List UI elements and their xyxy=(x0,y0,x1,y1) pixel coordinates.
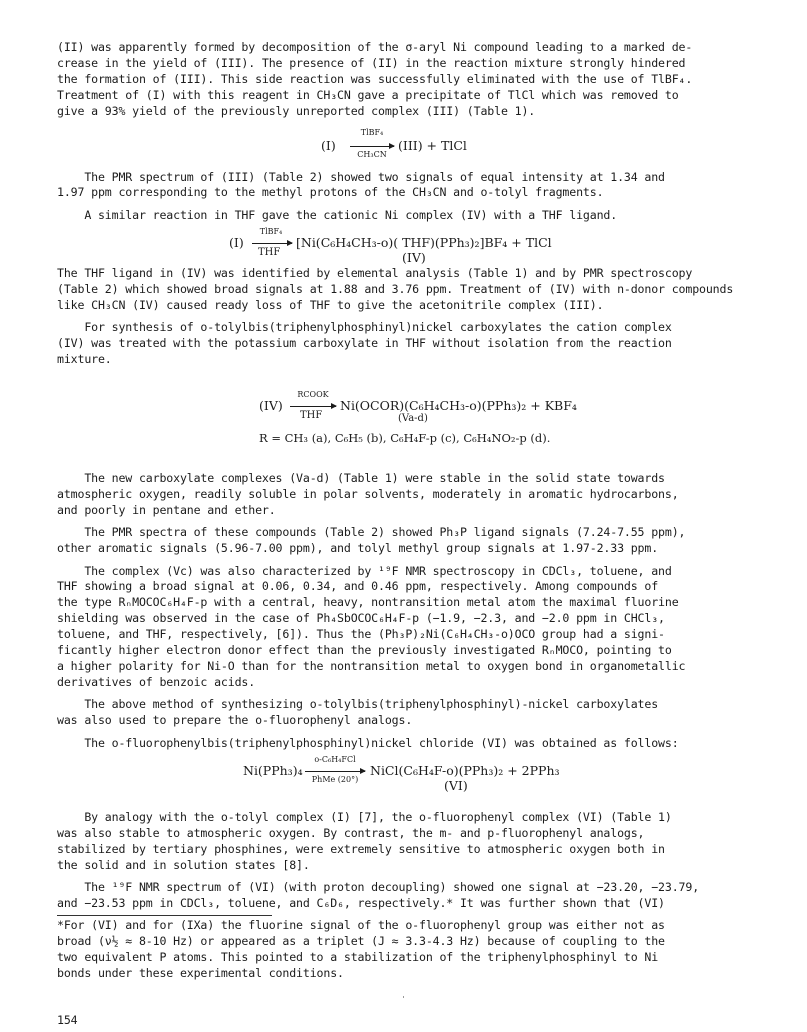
text-line: A similar reaction in THF gave the cationic Ni complex (IV) with a THF ligand. xyxy=(57,208,618,222)
text-line: mixture. xyxy=(57,352,112,366)
equation-4-products: NiCl(C₆H₄F-o)(PPh₃)₂ + 2PPh₃ xyxy=(370,763,560,778)
text-line: and −23.53 ppm in CDCl₃, toluene, and C₆D₆, respectively.* It was further shown that (VI) xyxy=(57,896,665,910)
text-line: crease in the yield of (III). The presence of (II) in the reaction mixture strongly hindered xyxy=(57,56,686,70)
equation-2-label: (IV) xyxy=(402,250,426,265)
text-line: (II) was apparently formed by decomposition of the σ-aryl Ni compound leading to a marked de- xyxy=(57,40,693,54)
equation-1-arrow xyxy=(350,146,394,147)
text-line: The PMR spectrum of (III) (Table 2) showed two signals of equal intensity at 1.34 and xyxy=(57,170,665,184)
text-line: The complex (Vc) was also characterized by ¹⁹F NMR spectroscopy in CDCl₃, toluene, and xyxy=(57,564,672,578)
equation-4-reactant: Ni(PPh₃)₄ xyxy=(243,763,303,778)
text-line: was also used to prepare the o-fluorophenyl analogs. xyxy=(57,713,413,727)
text-line: stabilized by tertiary phosphines, were extremely sensitive to atmospheric oxygen both in xyxy=(57,842,665,856)
equation-3-label: (Va-d) xyxy=(398,413,428,424)
text-line: (Table 2) which showed broad signals at 1.88 and 3.76 ppm. Treatment of (IV) with n-donor compounds xyxy=(57,282,734,296)
text-line: 1.97 ppm corresponding to the methyl protons of the CH₃CN and o-tolyl fragments. xyxy=(57,185,604,199)
equation-2-solvent: THF xyxy=(258,247,281,258)
equation-3-substituents: R = CH₃ (a), C₆H₅ (b), C₆H₄F-p (c), C₆H₄NO₂-p (d). xyxy=(259,431,551,445)
equation-3-products: Ni(OCOR)(C₆H₄CH₃-o)(PPh₃)₂ + KBF₄ xyxy=(340,398,577,413)
text-line: (IV) was treated with the potassium carboxylate in THF without isolation from the reaction xyxy=(57,336,672,350)
scan-mark xyxy=(403,996,404,998)
footnote-line: two equivalent P atoms. This pointed to a stabilization of the triphenylphosphinyl to Ni xyxy=(57,950,659,964)
text-line: By analogy with the o-tolyl complex (I) [7], the o-fluorophenyl complex (VI) (Table 1) xyxy=(57,810,672,824)
text-line: toluene, and THF, respectively, [6]). Thus the (Ph₃P)₂Ni(C₆H₄CH₃-o)OCO group had a signi- xyxy=(57,627,665,641)
equation-1-products: (III) + TlCl xyxy=(398,138,467,153)
text-line: The above method of synthesizing o-tolylbis(triphenylphosphinyl)-nickel carboxylates xyxy=(57,697,659,711)
equation-1-reactant: (I) xyxy=(321,138,336,153)
text-line: like CH₃CN (IV) caused ready loss of THF to give the acetonitrile complex (III). xyxy=(57,298,604,312)
footnote-line: broad (ν½ ≈ 8-10 Hz) or appeared as a triplet (J ≈ 3.3-4.3 Hz) because of coupling to the xyxy=(57,934,665,948)
text-line: THF showing a broad signal at 0.06, 0.34, and 0.46 ppm, respectively. Among compounds of xyxy=(57,579,659,593)
text-line: and poorly in pentane and ether. xyxy=(57,503,276,517)
text-line: derivatives of benzoic acids. xyxy=(57,675,256,689)
text-line: Treatment of (I) with this reagent in CH₃CN gave a precipitate of TlCl which was removed to xyxy=(57,88,679,102)
text-line: The o-fluorophenylbis(triphenylphosphinyl)nickel chloride (VI) was obtained as follows: xyxy=(57,736,679,750)
footnote-rule xyxy=(57,915,272,916)
text-line: The ¹⁹F NMR spectrum of (VI) (with proton decoupling) showed one signal at −23.20, −23.79, xyxy=(57,880,700,894)
text-line: The THF ligand in (IV) was identified by elemental analysis (Table 1) and by PMR spectroscopy xyxy=(57,266,693,280)
text-line: other aromatic signals (5.96-7.00 ppm), and tolyl methyl group signals at 1.97-2.33 ppm. xyxy=(57,541,659,555)
equation-4-label: (VI) xyxy=(444,778,468,793)
text-line: the type RₙMOCOC₆H₄F-p with a central, heavy, nontransition metal atom the maximal fluorine xyxy=(57,595,679,609)
equation-3-reagent: RCOOK xyxy=(297,390,329,399)
text-line: ficantly higher electron donor effect than the previously investigated RₙMOCO, pointing to xyxy=(57,643,672,657)
text-line: The PMR spectra of these compounds (Table 2) showed Ph₃P ligand signals (7.24-7.55 ppm), xyxy=(57,525,686,539)
text-line: a higher polarity for Ni-O than for the nontransition metal to oxygen bond in organometallic xyxy=(57,659,686,673)
equation-2-reactant: (I) xyxy=(229,235,244,250)
text-line: For synthesis of o-tolylbis(triphenylphosphinyl)nickel carboxylates the cation complex xyxy=(57,320,672,334)
equation-3-arrow xyxy=(290,406,336,407)
footnote-line: bonds under these experimental conditions. xyxy=(57,966,344,980)
equation-4-arrow xyxy=(305,771,365,772)
text-line: shielding was observed in the case of Ph₄SbOCOC₆H₄F-p (−1.9, −2.3, and −2.0 ppm in CHCl₃, xyxy=(57,611,665,625)
text-line: the formation of (III). This side reaction was successfully eliminated with the use of TlBF₄. xyxy=(57,72,693,86)
equation-2-reagent: TlBF₄ xyxy=(259,227,283,236)
equation-1-solvent: CH₃CN xyxy=(357,150,387,159)
text-line: was also stable to atmospheric oxygen. By contrast, the m- and p-fluorophenyl analogs, xyxy=(57,826,645,840)
equation-4-conditions: PhMe (20°) xyxy=(311,775,359,784)
equation-2-arrow xyxy=(252,243,292,244)
text-line: give a 93% yield of the previously unreported complex (III) (Table 1). xyxy=(57,104,536,118)
footnote-line: *For (VI) and for (IXa) the fluorine signal of the o-fluorophenyl group was either not as xyxy=(57,918,665,932)
text-line: the solid and in solution states [8]. xyxy=(57,858,310,872)
page-number: 154 xyxy=(57,1013,78,1027)
equation-2-products: [Ni(C₆H₄CH₃-o)( THF)(PPh₃)₂]BF₄ + TlCl xyxy=(296,235,552,250)
equation-3-reactant: (IV) xyxy=(259,398,283,413)
text-line: The new carboxylate complexes (Va-d) (Table 1) were stable in the solid state towards xyxy=(57,471,665,485)
equation-1-reagent: TlBF₄ xyxy=(360,128,384,137)
equation-3-solvent: THF xyxy=(300,410,323,421)
equation-4-reagent: o-C₆H₄FCl xyxy=(314,755,356,764)
text-line: atmospheric oxygen, readily soluble in polar solvents, moderately in aromatic hydrocarbons, xyxy=(57,487,679,501)
